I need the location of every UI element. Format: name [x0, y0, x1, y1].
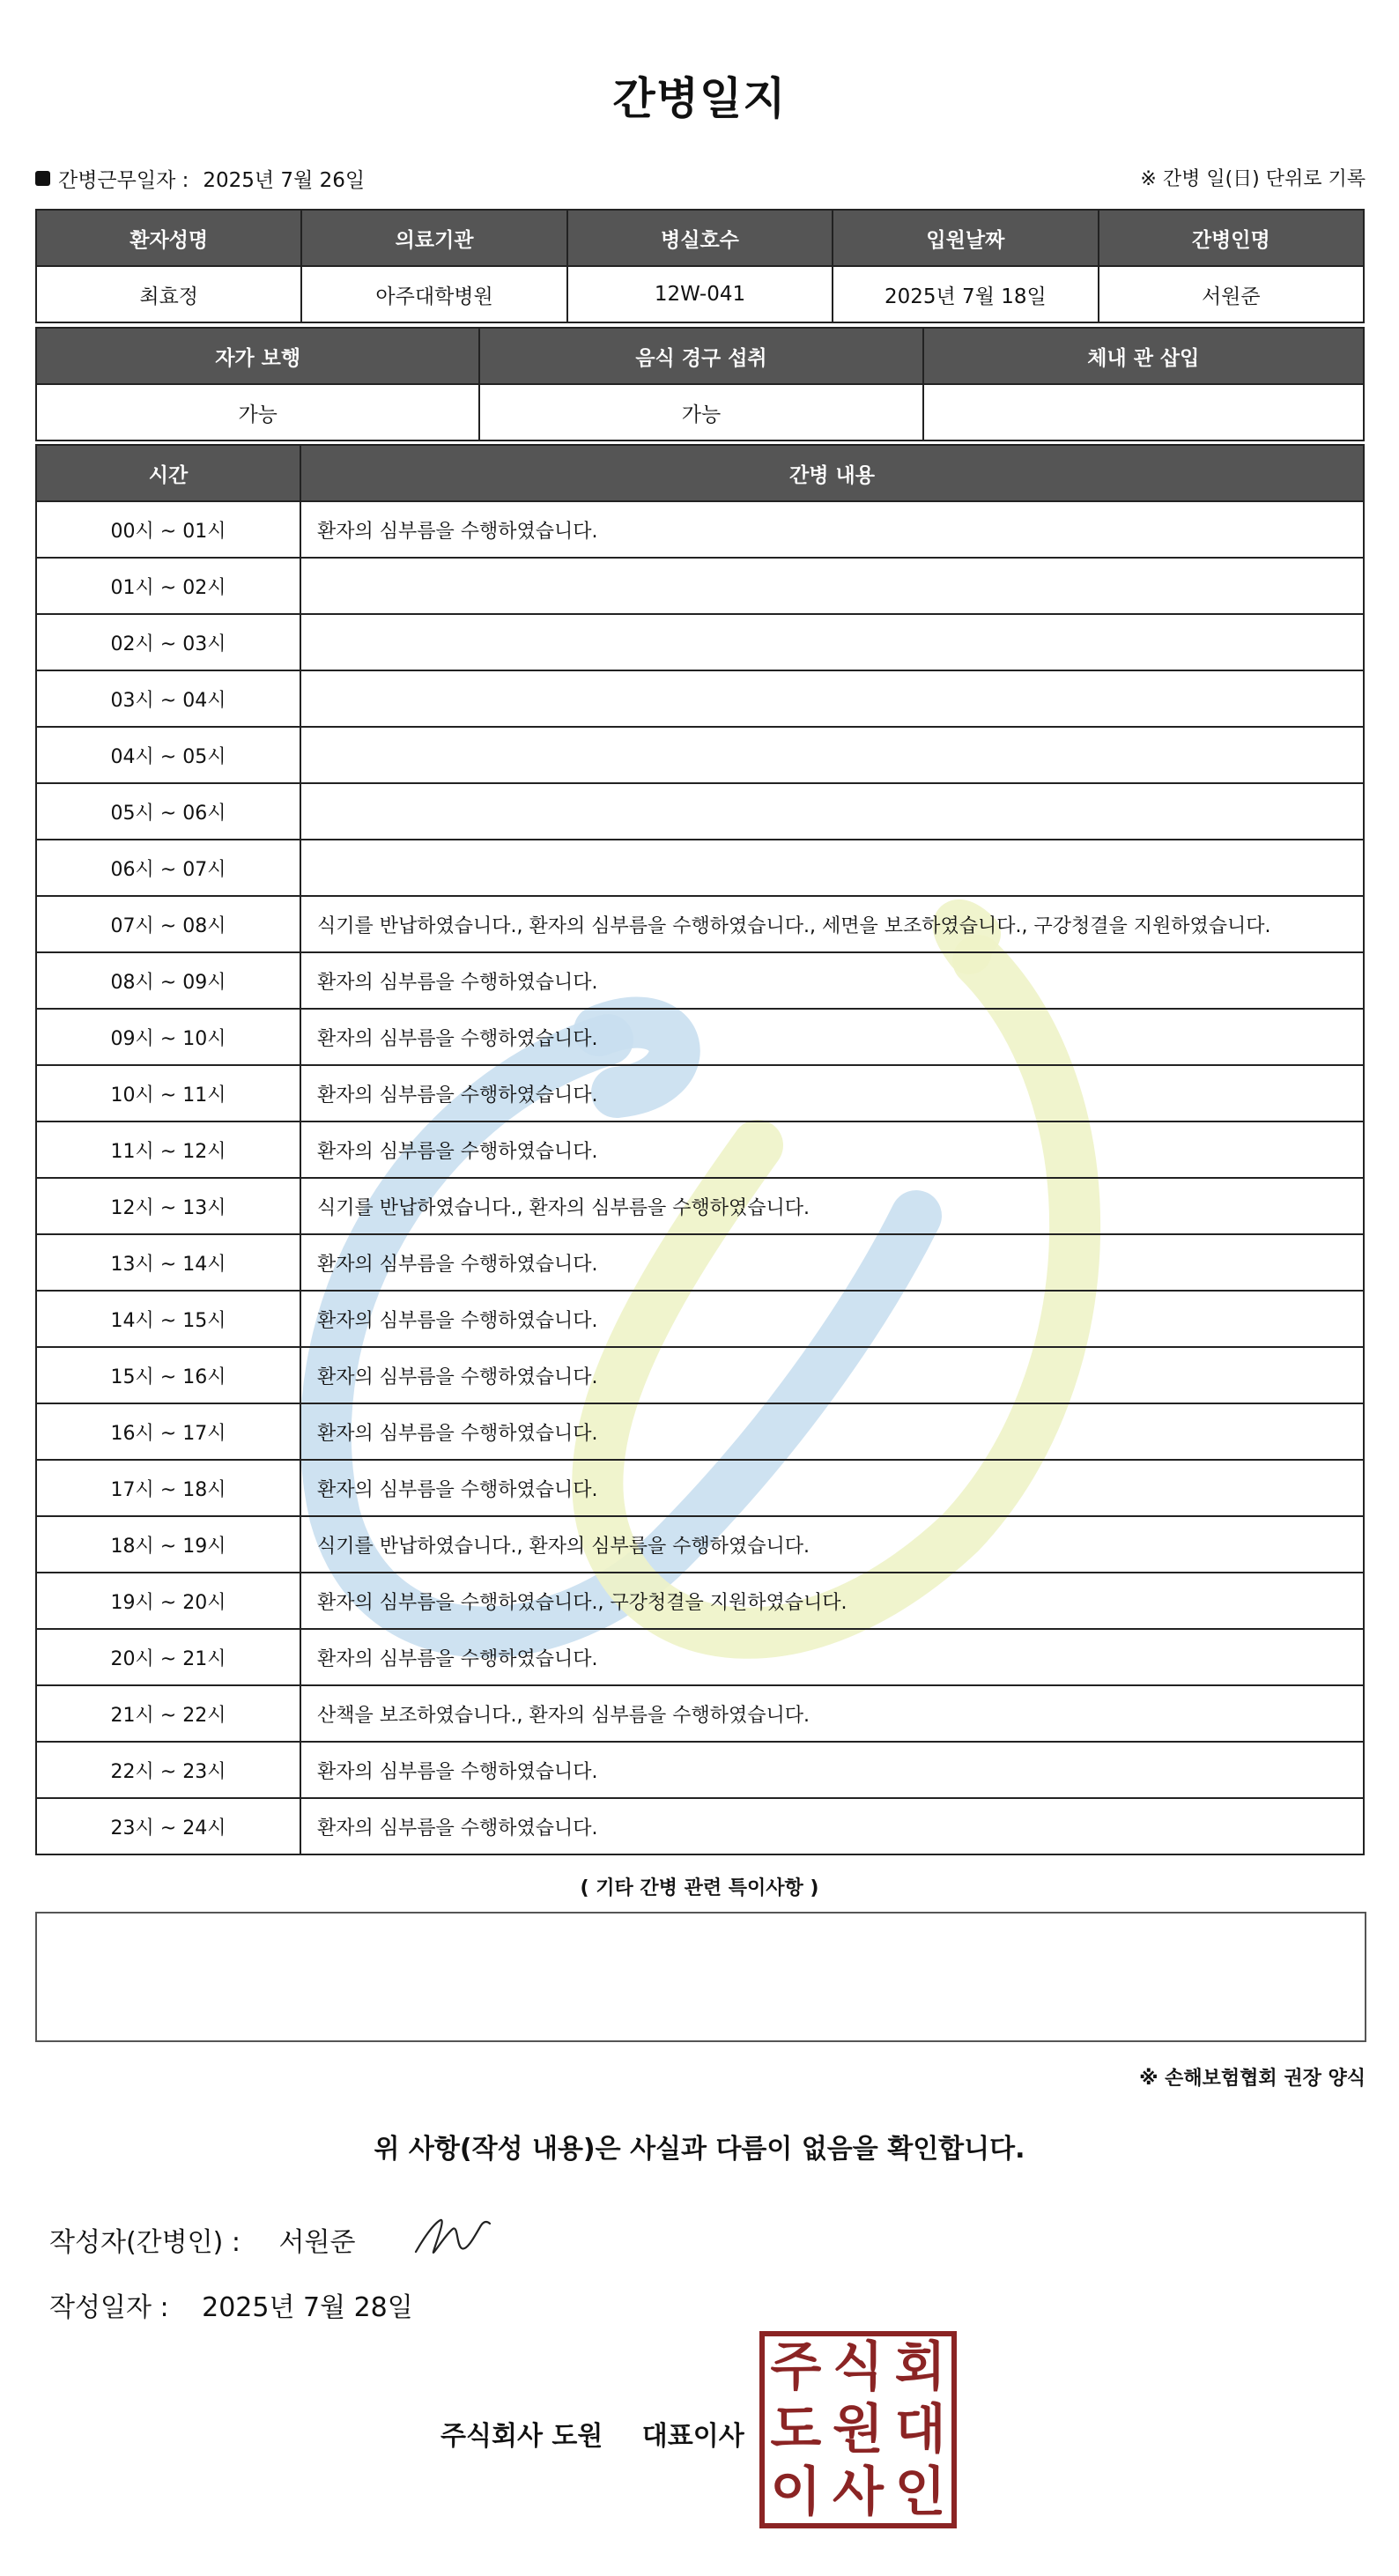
table-row — [36, 1685, 1364, 1742]
content-cell — [300, 783, 1364, 840]
table-row — [36, 1178, 1364, 1234]
table-row — [36, 614, 1364, 670]
table-row — [36, 952, 1364, 1009]
content-cell: 산책을 보조하였습니다., 환자의 심부름을 수행하였습니다. — [300, 1685, 1364, 1742]
time-cell: 07시 ~ 08시 — [36, 896, 300, 952]
time-cell: 04시 ~ 05시 — [36, 727, 300, 783]
header-hospital: 의료기관 — [301, 210, 566, 266]
note-daily-record: ※ 간병 일(日) 단위로 기록 — [1140, 168, 1366, 190]
header-room: 병실호수 — [567, 210, 833, 266]
content-cell: 환자의 심부름을 수행하였습니다. — [300, 501, 1364, 558]
company-seal-icon — [759, 2331, 957, 2528]
company-name: 주식회사 도원 — [440, 2421, 603, 2452]
content-cell — [300, 558, 1364, 614]
time-cell: 16시 ~ 17시 — [36, 1403, 300, 1460]
time-cell: 18시 ~ 19시 — [36, 1516, 300, 1573]
seal-char: 인 — [894, 2461, 946, 2523]
table-row — [36, 1291, 1364, 1347]
content-cell: 환자의 심부름을 수행하였습니다. — [300, 1403, 1364, 1460]
oral-intake-value: 가능 — [479, 384, 922, 440]
seal-char: 식 — [833, 2336, 884, 2399]
content-cell: 환자의 심부름을 수행하였습니다. — [300, 1065, 1364, 1121]
company-line — [440, 2414, 744, 2453]
time-cell: 10시 ~ 11시 — [36, 1065, 300, 1121]
table-row — [36, 840, 1364, 896]
time-cell: 21시 ~ 22시 — [36, 1685, 300, 1742]
time-cell: 09시 ~ 10시 — [36, 1009, 300, 1065]
time-cell: 22시 ~ 23시 — [36, 1742, 300, 1798]
table-row — [36, 783, 1364, 840]
content-cell — [300, 840, 1364, 896]
writer-label: 작성자(간병인) : — [49, 2227, 241, 2258]
content-cell — [300, 727, 1364, 783]
written-date-line — [49, 2285, 413, 2324]
seal-char: 원 — [833, 2398, 884, 2461]
table-row — [36, 896, 1364, 952]
content-cell: 식기를 반납하였습니다., 환자의 심부름을 수행하였습니다., 세면을 보조하였습니다., 구강청결을 지원하였습니다. — [300, 896, 1364, 952]
table-row — [36, 1234, 1364, 1291]
table-row — [36, 1516, 1364, 1573]
content-cell: 환자의 심부름을 수행하였습니다. — [300, 1798, 1364, 1854]
room-number: 12W-041 — [567, 266, 833, 322]
admission-date: 2025년 7월 18일 — [833, 266, 1098, 322]
time-cell: 01시 ~ 02시 — [36, 558, 300, 614]
time-cell: 00시 ~ 01시 — [36, 501, 300, 558]
header-tube-insertion: 체내 관 삽입 — [923, 328, 1364, 384]
time-cell: 17시 ~ 18시 — [36, 1460, 300, 1516]
caregiver-name: 서원준 — [1099, 266, 1364, 322]
page-title: 간병일지 — [612, 73, 787, 124]
time-cell: 14시 ~ 15시 — [36, 1291, 300, 1347]
writer-line — [49, 2220, 355, 2259]
confirmation-statement: 위 사항(작성 내용)은 사실과 다름이 없음을 확인합니다. — [374, 2134, 1025, 2165]
time-cell: 06시 ~ 07시 — [36, 840, 300, 896]
content-cell — [300, 614, 1364, 670]
header-oral-intake: 음식 경구 섭취 — [479, 328, 922, 384]
patient-status-table — [35, 327, 1365, 441]
header-care-content: 간병 내용 — [300, 445, 1364, 501]
header-self-walking: 자가 보행 — [36, 328, 479, 384]
time-cell: 02시 ~ 03시 — [36, 614, 300, 670]
content-cell: 환자의 심부름을 수행하였습니다. — [300, 1629, 1364, 1685]
patient-info-table — [35, 209, 1365, 323]
table-row — [36, 1742, 1364, 1798]
time-cell: 12시 ~ 13시 — [36, 1178, 300, 1234]
remarks-box — [35, 1912, 1366, 2042]
content-cell: 환자의 심부름을 수행하였습니다. — [300, 952, 1364, 1009]
content-cell: 환자의 심부름을 수행하였습니다. — [300, 1347, 1364, 1403]
table-row — [36, 1573, 1364, 1629]
time-cell: 15시 ~ 16시 — [36, 1347, 300, 1403]
seal-char: 사 — [833, 2461, 884, 2523]
company-representative: 대표이사 — [641, 2421, 744, 2452]
work-date-value: 2025년 7월 26일 — [203, 169, 366, 192]
header-time: 시간 — [36, 445, 300, 501]
content-cell: 환자의 심부름을 수행하였습니다. — [300, 1460, 1364, 1516]
table-row — [36, 670, 1364, 727]
seal-char: 대 — [894, 2398, 946, 2461]
table-row — [36, 558, 1364, 614]
table-row — [36, 501, 1364, 558]
content-cell: 환자의 심부름을 수행하였습니다. — [300, 1234, 1364, 1291]
patient-name: 최효정 — [36, 266, 301, 322]
seal-char: 이 — [770, 2461, 822, 2523]
written-date-value: 2025년 7월 28일 — [202, 2292, 413, 2323]
table-row — [36, 1460, 1364, 1516]
work-date — [35, 164, 365, 193]
care-log-table — [35, 444, 1365, 1855]
time-cell: 05시 ~ 06시 — [36, 783, 300, 840]
bullet-square-icon — [35, 171, 50, 186]
header-caregiver: 간병인명 — [1099, 210, 1364, 266]
seal-char: 주 — [770, 2336, 822, 2399]
table-row — [36, 1009, 1364, 1065]
hospital: 아주대학병원 — [301, 266, 566, 322]
time-cell: 19시 ~ 20시 — [36, 1573, 300, 1629]
content-cell: 환자의 심부름을 수행하였습니다. — [300, 1121, 1364, 1178]
work-date-label: 간병근무일자 : — [58, 169, 189, 192]
time-cell: 11시 ~ 12시 — [36, 1121, 300, 1178]
header-admission-date: 입원날짜 — [833, 210, 1098, 266]
content-cell — [300, 670, 1364, 727]
signature-icon — [411, 2213, 495, 2259]
header-patient-name: 환자성명 — [36, 210, 301, 266]
time-cell: 20시 ~ 21시 — [36, 1629, 300, 1685]
content-cell: 환자의 심부름을 수행하였습니다. — [300, 1009, 1364, 1065]
table-row — [36, 727, 1364, 783]
time-cell: 23시 ~ 24시 — [36, 1798, 300, 1854]
content-cell: 환자의 심부름을 수행하였습니다. — [300, 1742, 1364, 1798]
table-row — [36, 1403, 1364, 1460]
content-cell: 식기를 반납하였습니다., 환자의 심부름을 수행하였습니다. — [300, 1178, 1364, 1234]
time-cell: 03시 ~ 04시 — [36, 670, 300, 727]
table-row — [36, 1798, 1364, 1854]
writer-name: 서원준 — [278, 2227, 356, 2258]
table-row — [36, 1065, 1364, 1121]
written-date-label: 작성일자 : — [49, 2292, 169, 2323]
self-walking-value: 가능 — [36, 384, 479, 440]
content-cell: 환자의 심부름을 수행하였습니다. — [300, 1291, 1364, 1347]
content-cell: 식기를 반납하였습니다., 환자의 심부름을 수행하였습니다. — [300, 1516, 1364, 1573]
table-row — [36, 1347, 1364, 1403]
remarks-title: ( 기타 간병 관련 특이사항 ) — [580, 1877, 819, 1899]
time-cell: 13시 ~ 14시 — [36, 1234, 300, 1291]
table-row — [36, 1629, 1364, 1685]
content-cell: 환자의 심부름을 수행하였습니다., 구강청결을 지원하였습니다. — [300, 1573, 1364, 1629]
tube-insertion-value — [923, 384, 1364, 440]
time-cell: 08시 ~ 09시 — [36, 952, 300, 1009]
table-row — [36, 1121, 1364, 1178]
recommend-note: ※ 손해보험협회 권장 양식 — [1139, 2068, 1366, 2090]
seal-char: 회 — [894, 2336, 946, 2399]
seal-char: 도 — [770, 2398, 822, 2461]
